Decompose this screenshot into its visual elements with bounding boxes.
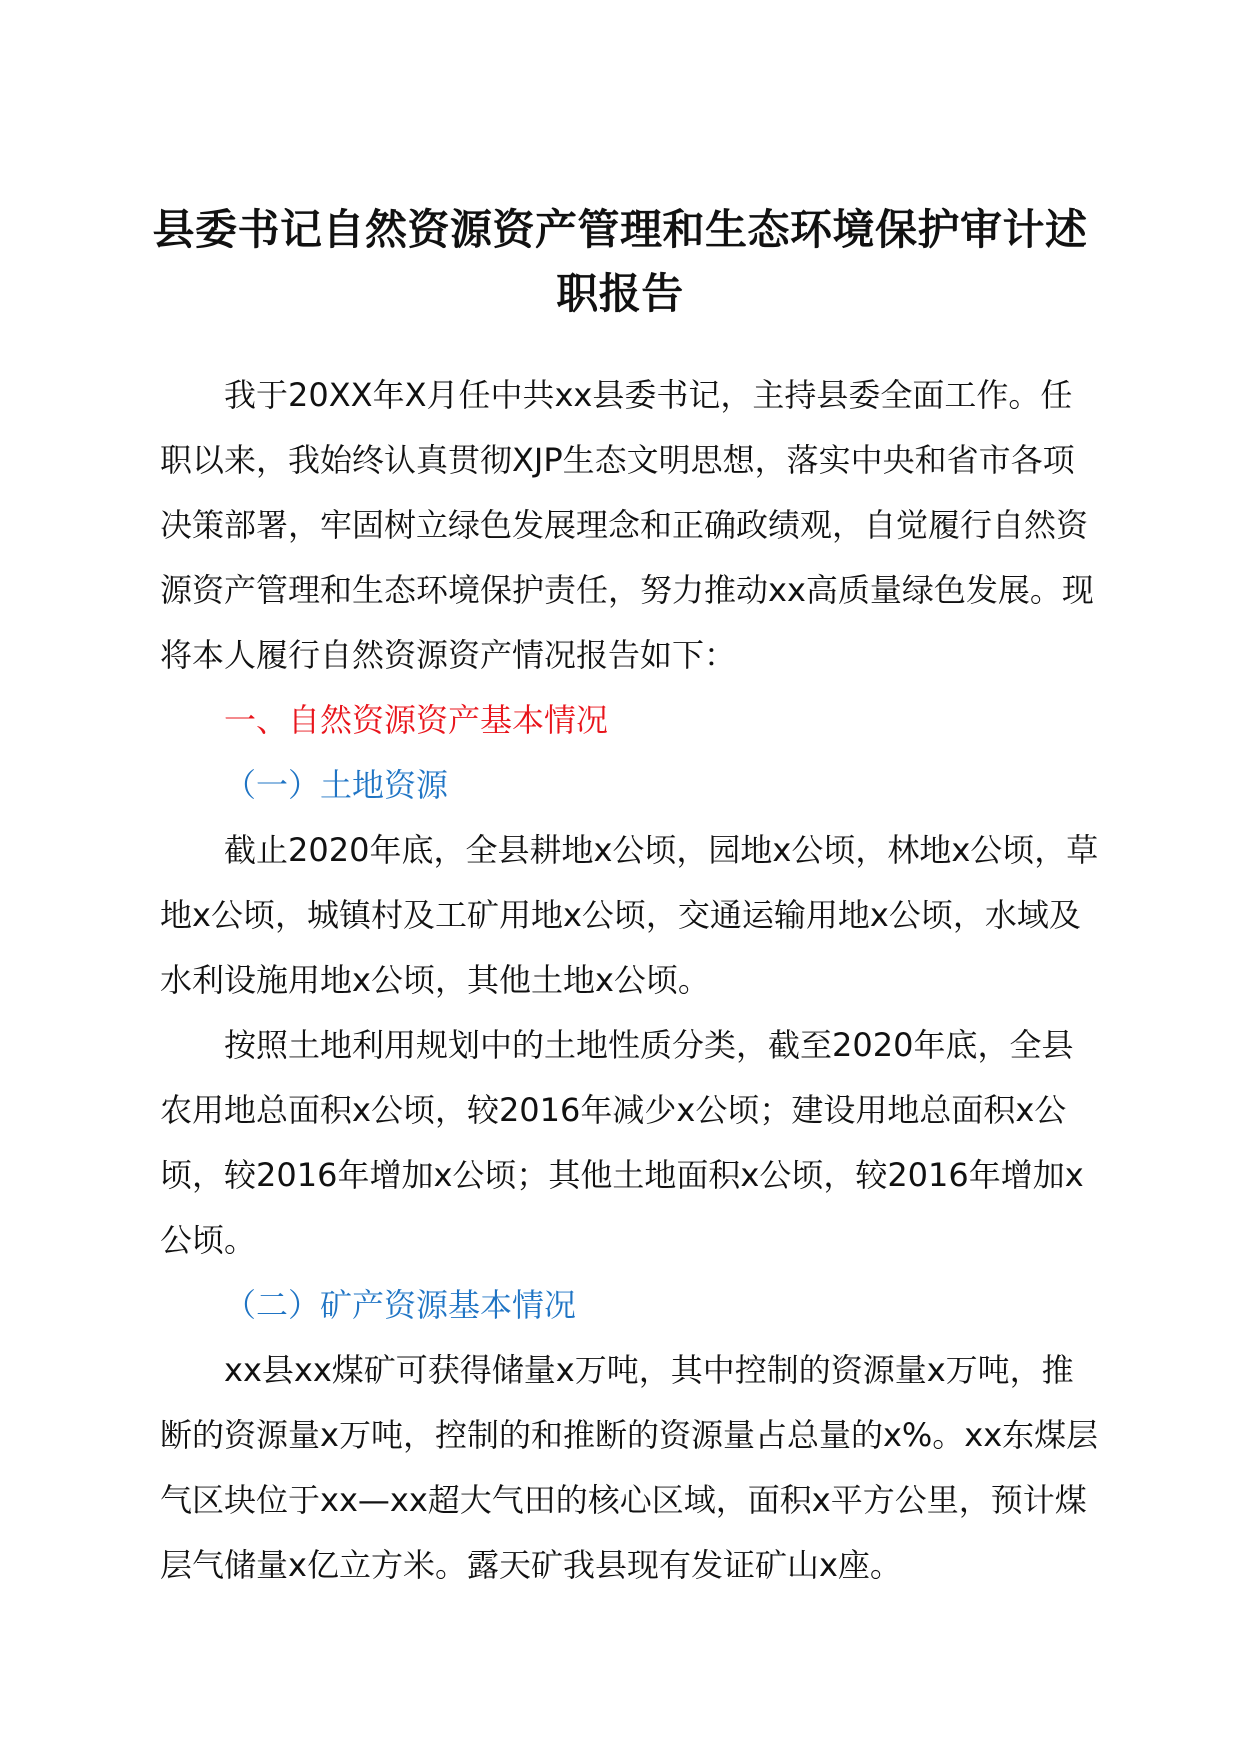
land-paragraph-1: 截止2020年底，全县耕地x公顷，园地x公顷，林地x公顷，草地x公顷，城镇村及工矿用地x公顷，交通运输用地x公顷，水域及水利设施用地x公顷，其他土地x公顷。 [160, 831, 1099, 999]
document-body [160, 363, 1100, 1598]
section-heading-natural-resources: 一、自然资源资产基本情况 [224, 701, 609, 739]
subsection-heading-minerals: （二）矿产资源基本情况 [224, 1286, 577, 1324]
document-title: 县委书记自然资源资产管理和生态环境保护审计述职报告 [152, 205, 1088, 318]
land-paragraph-2: 按照土地利用规划中的土地性质分类，截至2020年底，全县农用地总面积x公顷，较2016年减少x公顷；建设用地总面积x公顷，较2016年增加x公顷；其他土地面积x公顷，较2016年增加x公顷。 [160, 1026, 1084, 1259]
intro-paragraph: 我于20XX年X月任中共xx县委书记，主持县委全面工作。任职以来，我始终认真贯彻XJP生态文明思想，落实中央和省市各项决策部署，牢固树立绿色发展理念和正确政绩观，自觉履行自然资源资产管理和生态环境保护责任，努力推动xx高质量绿色发展。现将本人履行自然资源资产情况报告如下： [160, 376, 1094, 674]
subsection-heading-land: （一）土地资源 [224, 766, 449, 804]
mineral-paragraph: xx县xx煤矿可获得储量x万吨，其中控制的资源量x万吨，推断的资源量x万吨，控制的和推断的资源量占总量的x%。xx东煤层气区块位于xx—xx超大气田的核心区域，面积x平方公里，预计煤层气储量x亿立方米。露天矿我县现有发证矿山x座。 [160, 1351, 1099, 1584]
